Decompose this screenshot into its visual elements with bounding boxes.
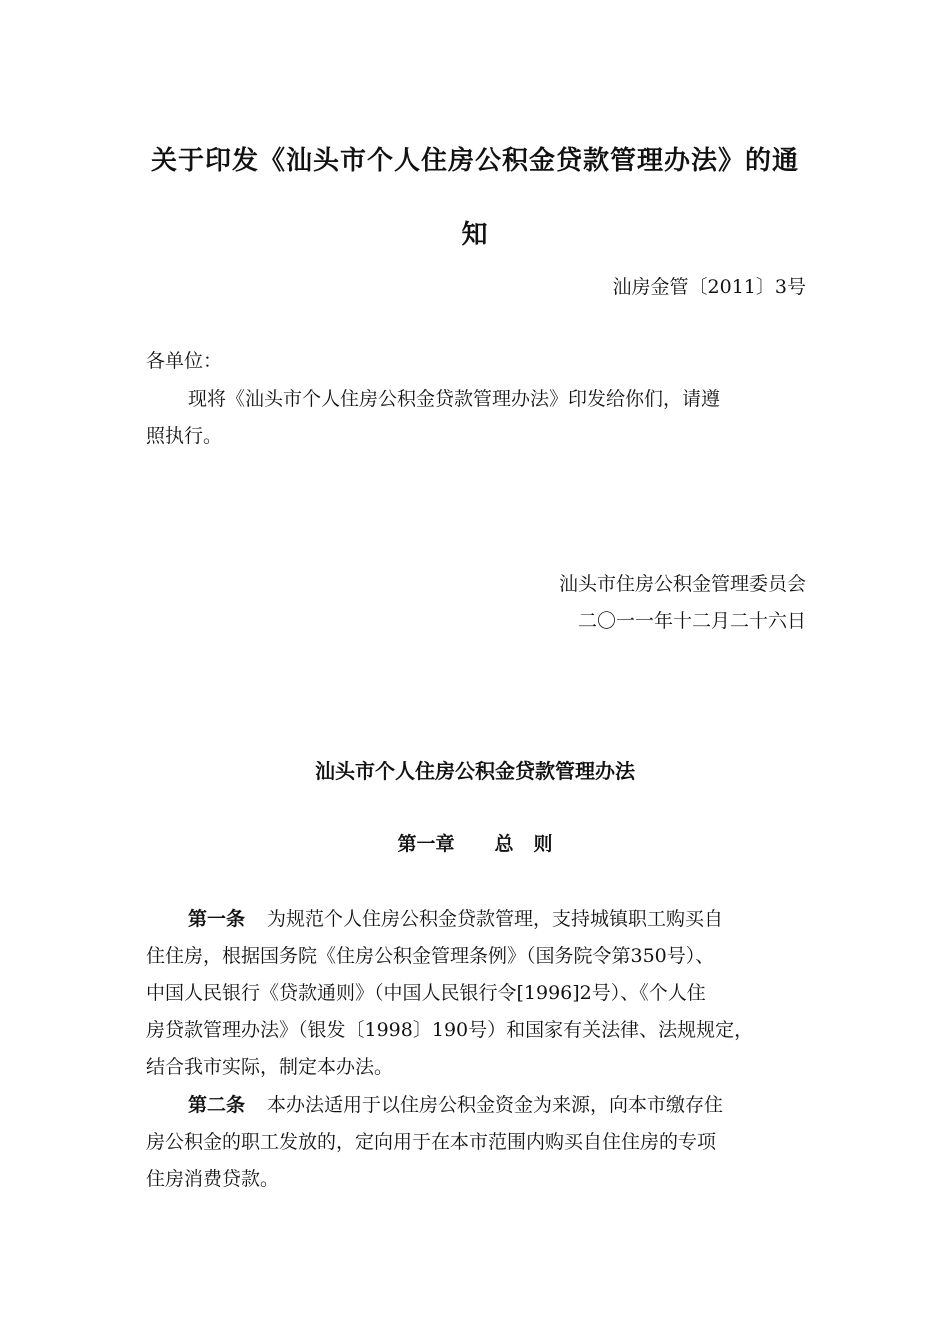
article-2-line-2: 房公积金的职工发放的，定向用于在本市范围内购买自住住房的专项 bbox=[146, 1131, 717, 1153]
article-2-line-3: 住房消费贷款。 bbox=[146, 1168, 280, 1190]
article-2-label: 第二条 bbox=[188, 1094, 246, 1116]
regulation-title: 汕头市个人住房公积金贷款管理办法 bbox=[315, 759, 635, 783]
notice-body-line-1: 现将《汕头市个人住房公积金贷款管理办法》印发给你们，请遵 bbox=[188, 388, 721, 410]
article-1-line-1 bbox=[188, 904, 723, 931]
issue-date: 二〇一一年十二月二十六日 bbox=[577, 610, 806, 632]
document-number: 汕房金管〔2011〕3号 bbox=[612, 276, 806, 298]
article-1-text-1: 为规范个人住房公积金贷款管理，支持城镇职工购买自 bbox=[267, 908, 724, 930]
article-2-text-1: 本办法适用于以住房公积金资金为来源，向本市缴存住 bbox=[267, 1094, 724, 1116]
issuer: 汕头市住房公积金管理委员会 bbox=[558, 573, 806, 595]
article-1-line-2: 住住房，根据国务院《住房公积金管理条例》（国务院令第350号）、 bbox=[146, 945, 715, 967]
article-1-label: 第一条 bbox=[188, 908, 246, 930]
article-1-line-5: 结合我市实际，制定本办法。 bbox=[146, 1056, 394, 1078]
article-1-line-3: 中国人民银行《贷款通则》（中国人民银行令[1996]2号）、《个人住 bbox=[146, 982, 706, 1004]
chapter-number: 第一章 bbox=[397, 833, 455, 855]
notice-body-line-2: 照执行。 bbox=[146, 425, 223, 447]
chapter-heading bbox=[0, 829, 950, 856]
article-2-line-1 bbox=[188, 1090, 723, 1117]
article-1-line-4: 房贷款管理办法》（银发〔1998〕190号）和国家有关法律、法规规定， bbox=[146, 1019, 754, 1041]
notice-title-line-1: 关于印发《汕头市个人住房公积金贷款管理办法》的通 bbox=[150, 146, 799, 176]
notice-title-line-2: 知 bbox=[461, 220, 489, 250]
salutation: 各单位： bbox=[146, 350, 223, 372]
chapter-name-part-2: 则 bbox=[533, 833, 553, 855]
chapter-name-part-1: 总 bbox=[494, 833, 514, 855]
